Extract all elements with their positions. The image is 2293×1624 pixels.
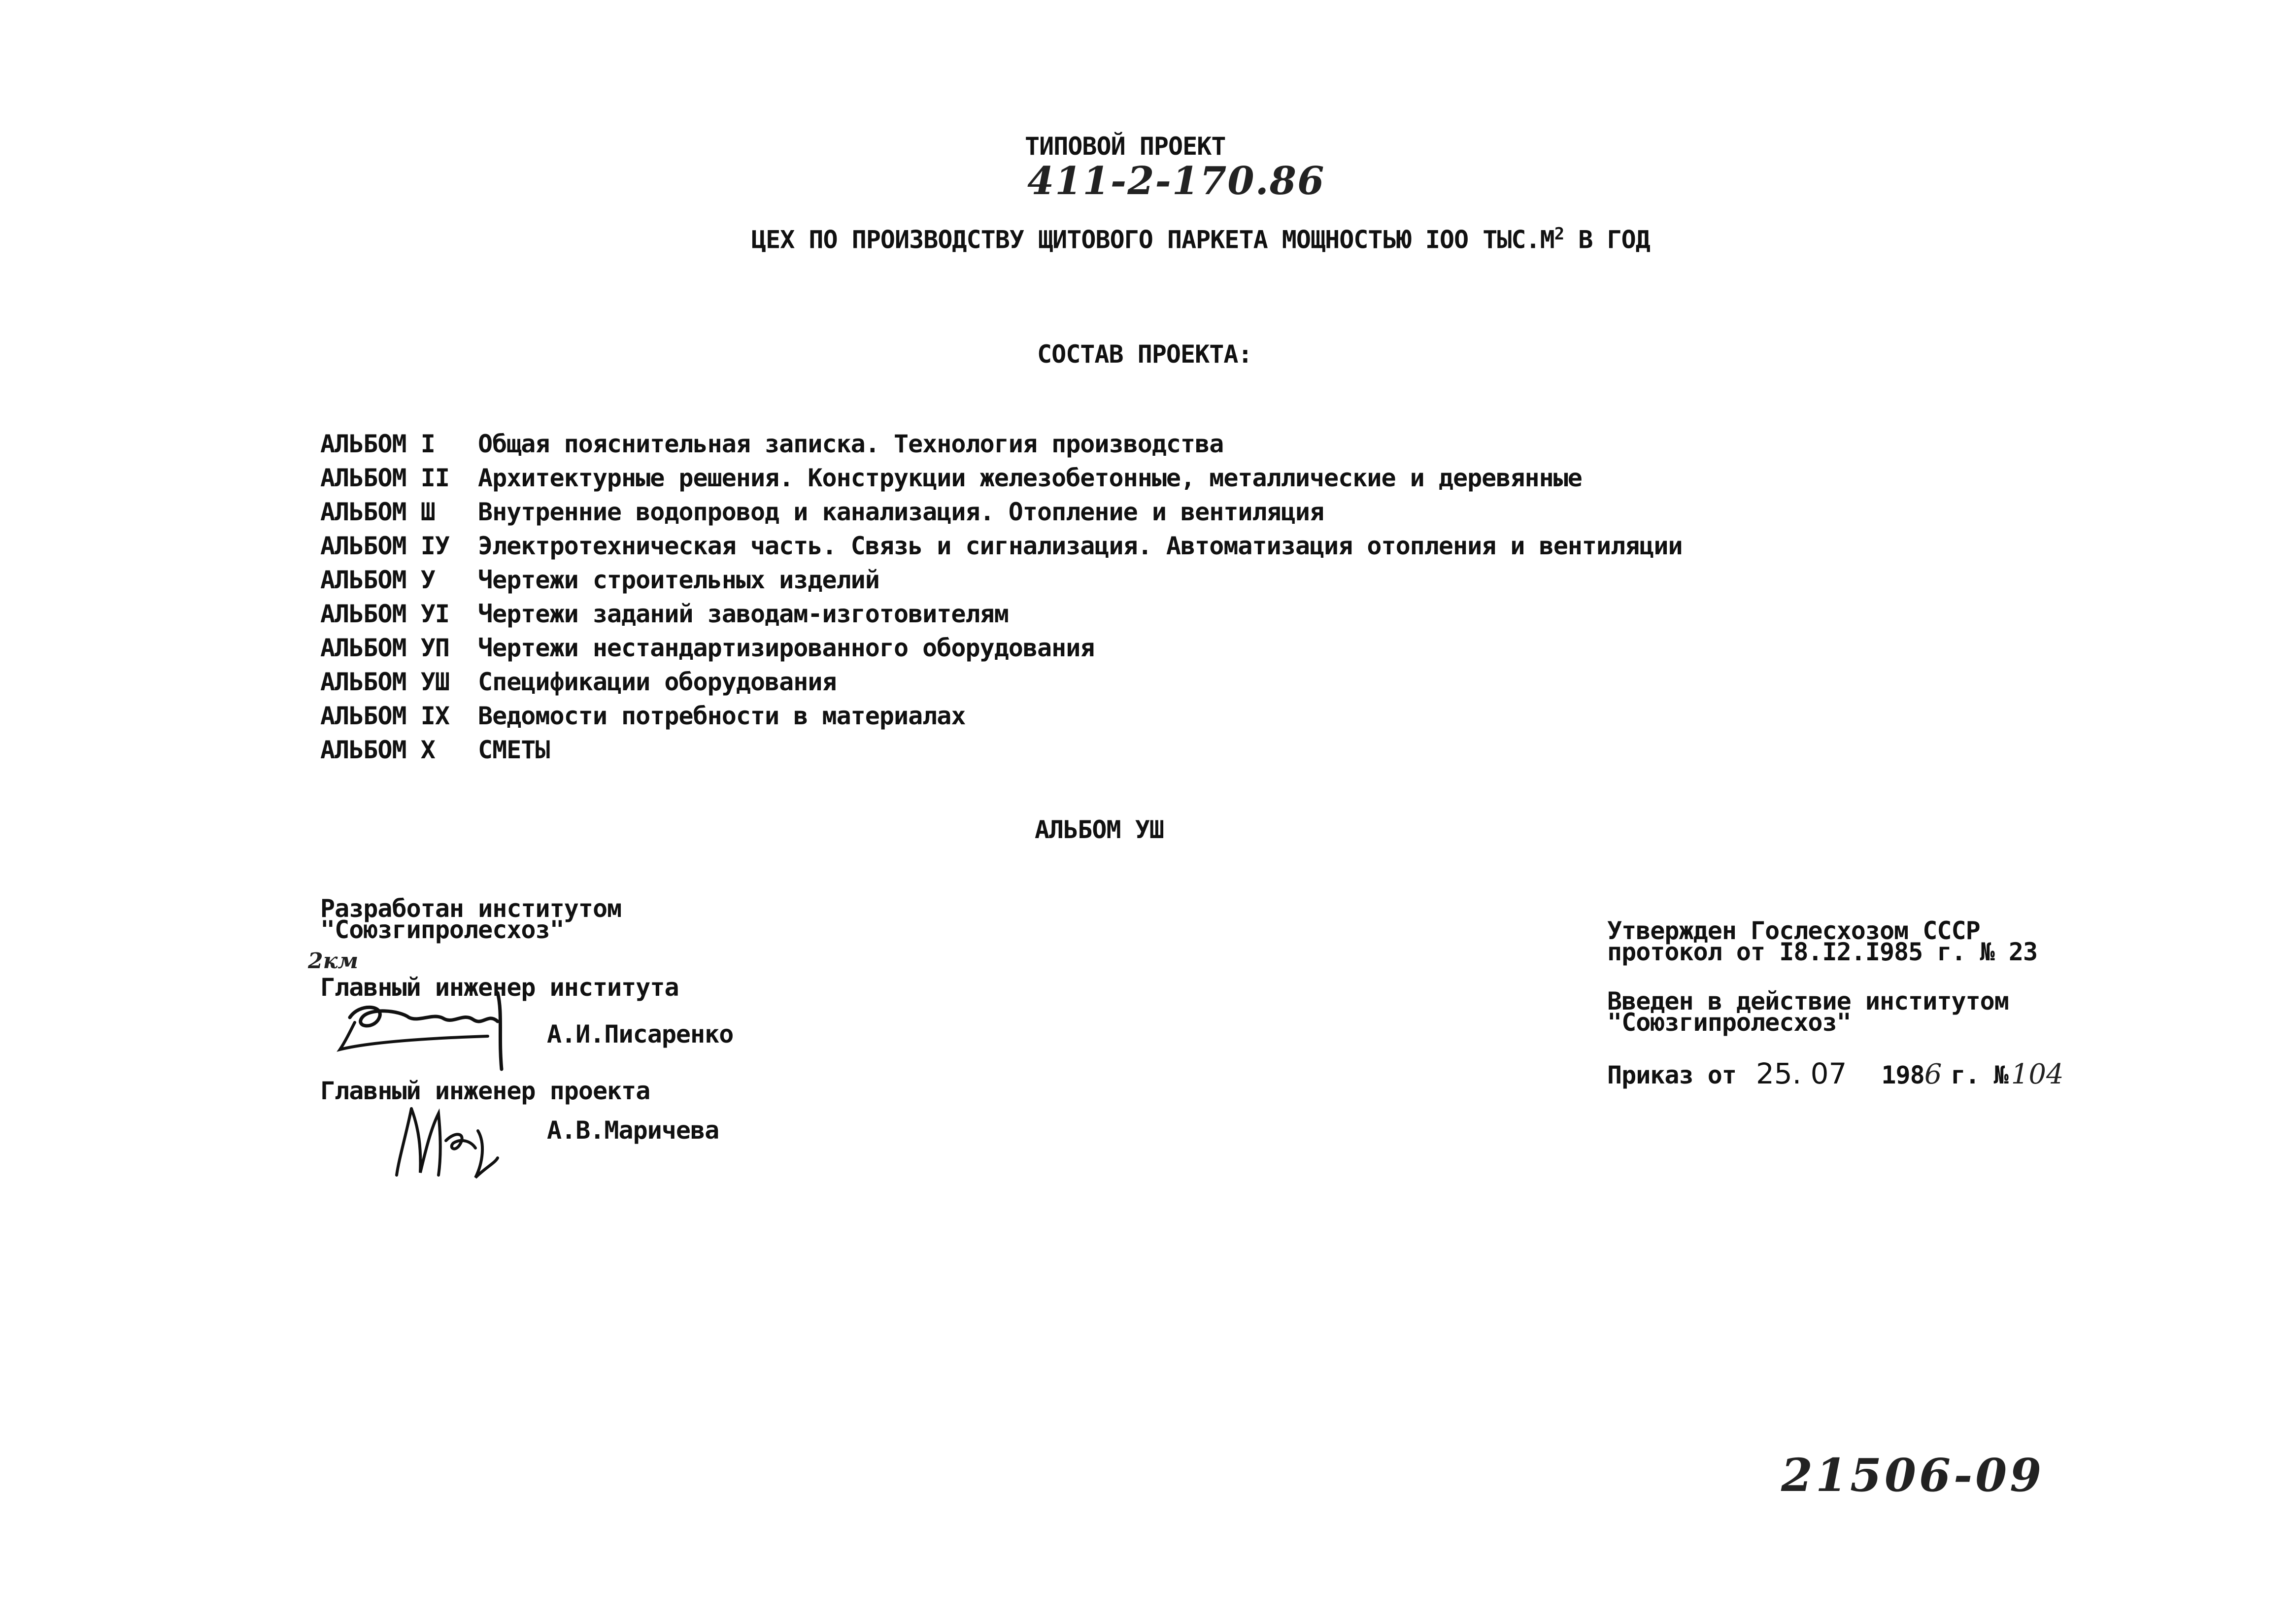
handwritten-initials: 2км [308,948,359,974]
album-desc: Общая пояснительная записка. Технология производства [478,430,1224,458]
page-title-sup: 2 [1554,224,1564,244]
list-item [320,736,550,770]
current-album: АЛЬБОМ УШ [1035,815,1164,844]
chief-engineer-institute-name: А.И.Писаренко [547,1020,734,1049]
album-desc: Спецификации оборудования [478,668,837,696]
page-title [751,224,1650,254]
list-item [320,532,1683,566]
album-label: АЛЬБОМ УШ [320,668,449,696]
album-desc: СМЕТЫ [478,736,550,764]
chief-engineer-institute-label: Главный инженер института [320,973,679,1002]
order-date: 25. 07 [1755,1057,1847,1090]
chief-engineer-project-name: А.В.Маричева [547,1116,719,1145]
developer-line-1: Разработан институтом [320,894,622,923]
list-item [320,600,1009,634]
album-label: АЛЬБОМ У [320,566,435,594]
album-desc: Внутренние водопровод и канализация. Отопление и вентиляция [478,498,1324,526]
page-title-main: ЦЕХ ПО ПРОИЗВОДСТВУ ЩИТОВОГО ПАРКЕТА МОЩНОСТЬЮ IOO ТЫС.М [751,225,1554,254]
signature-pisarenko [340,983,547,1072]
album-label: АЛЬБОМ УI [320,600,449,628]
album-desc: Архитектурные решения. Конструкции железобетонные, металлические и деревянные [478,464,1582,492]
album-label: АЛЬБОМ I [320,430,435,458]
order-year-digit: 6 [1924,1058,1942,1090]
chief-engineer-project-label: Главный инженер проекта [320,1077,650,1105]
developer-line-2: "Союзгипролесхоз" [320,915,564,944]
order-number: 104 [2011,1058,2064,1090]
album-desc: Ведомости потребности в материалах [478,702,966,730]
order-line [1607,1057,2064,1090]
list-item [320,498,1324,532]
order-prefix: Приказ от [1607,1061,1736,1089]
order-year-prefix: 198 [1881,1061,1924,1089]
signature-marichyova [392,1094,510,1187]
list-item [320,668,837,702]
page-title-tail: В ГОД [1564,225,1650,254]
album-label: АЛЬБОМ УП [320,634,449,662]
doc-type: ТИПОВОЙ ПРОЕКТ [1025,132,1226,161]
list-item [320,464,1582,498]
list-item [320,634,1094,668]
list-item [320,430,1223,464]
composition-heading: СОСТАВ ПРОЕКТА: [1037,340,1252,369]
album-label: АЛЬБОМ Ш [320,498,435,526]
approval-line-3: Введен в действие институтом [1607,987,2009,1015]
list-item [320,702,966,736]
album-label: АЛЬБОМ IУ [320,532,449,560]
album-desc: Электротехническая часть. Связь и сигнализация. Автоматизация отопления и вентиляции [478,532,1683,560]
project-number: 411-2-170.86 [1027,159,1325,203]
album-label: АЛЬБОМ X [320,736,435,764]
album-label: АЛЬБОМ II [320,464,449,492]
stamp-number: 21506-09 [1781,1449,2045,1502]
album-desc: Чертежи строительных изделий [478,566,879,594]
album-desc: Чертежи заданий заводам-изготовителям [478,600,1009,628]
list-item [320,566,879,600]
order-number-prefix: г. № [1951,1061,2008,1089]
approval-line-4: "Союзгипролесхоз" [1607,1008,1851,1037]
approval-line-1: Утвержден Гослесхозом СССР [1607,916,1980,945]
approval-line-2: протокол от I8.I2.I985 г. № 23 [1607,938,2038,966]
album-label: АЛЬБОМ IX [320,702,449,730]
album-desc: Чертежи нестандартизированного оборудования [478,634,1095,662]
